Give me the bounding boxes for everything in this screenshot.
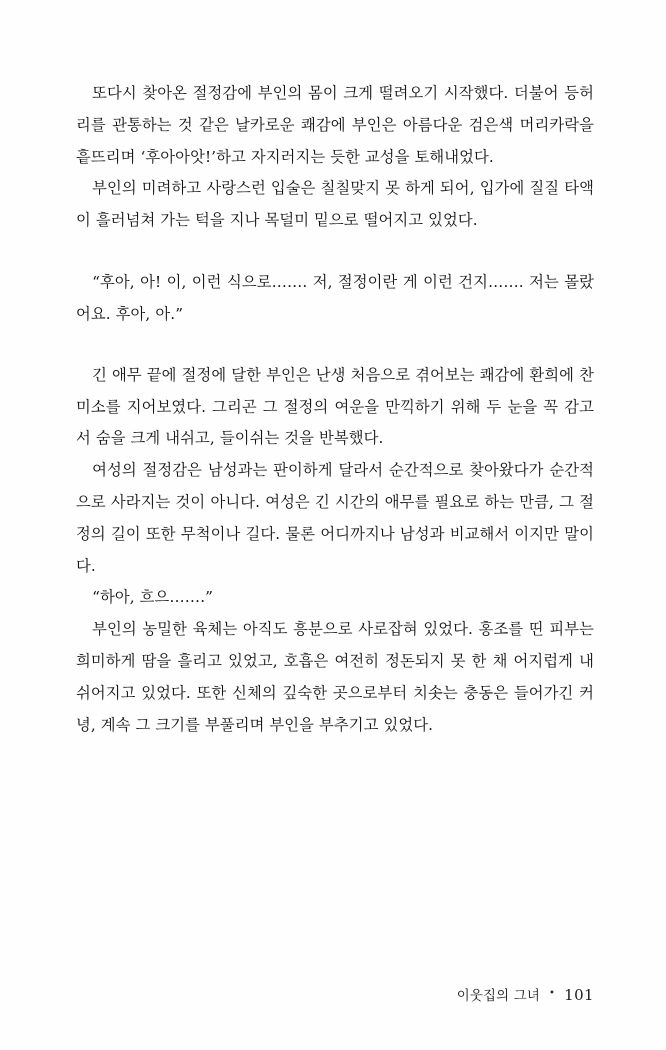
- paragraph-5: 여성의 절정감은 남성과는 판이하게 달라서 순간적으로 찾아왔다가 순간적으로 사라지는 것이 아니다. 여성은 긴 시간의 애무를 필요로 하는 만큼, 그 절정의 길이 또한 무척이나 길다. 물론 어디까지나 남성과 비교해서 이지만 말이다.: [76, 461, 594, 575]
- paragraph-7: 부인의 농밀한 육체는 아직도 흥분으로 사로잡혀 있었다. 홍조를 띤 피부는 희미하게 땀을 흘리고 있었고, 호흡은 여전히 정돈되지 못 한 채 어지럽게 내쉬어지고 있었다. 또한 신체의 깊숙한 곳으로부터 치솟는 충동은 들어가긴 커녕, 계속 그 크기를 부풀리며 부인을 부추기고 있었다.: [76, 620, 594, 734]
- paragraph-spacer-2: [76, 331, 594, 360]
- paragraph-6-dialogue: “하아, 흐으…….”: [92, 588, 214, 607]
- paragraph-3-dialogue: “후아, 아! 이, 이런 식으로……. 저, 절정이란 게 이런 건지……. 저는 몰랐어요. 후아, 아.”: [76, 273, 594, 323]
- page-body: [76, 78, 594, 741]
- footer-book-title: 이웃집의 그녀: [456, 989, 541, 1004]
- page-footer: [457, 985, 594, 1004]
- paragraph-4: 긴 애무 끝에 절정에 달한 부인은 난생 처음으로 겪어보는 쾌감에 환희에 찬 미소를 지어보였다. 그리곤 그 절정의 여운을 만끽하기 위해 두 눈을 꼭 감고서 숨을 크게 내쉬고, 들이쉬는 것을 반복했다.: [76, 365, 594, 448]
- paragraph-spacer-1: [76, 237, 594, 267]
- paragraph-1: 또다시 찾아온 절정감에 부인의 몸이 크게 떨려오기 시작했다. 더불어 등허리를 관통하는 것 같은 날카로운 쾌감에 부인은 아름다운 검은색 머리카락을 흩뜨리며 ‘후아아앗!’하고 자지러지는 듯한 교성을 토해내었다.: [76, 84, 594, 166]
- footer-page-number: 101: [564, 985, 594, 1004]
- paragraph-2: 부인의 미려하고 사랑스런 입술은 칠칠맞지 못 하게 되어, 입가에 질질 타액이 흘러넘쳐 가는 턱을 지나 목덜미 밑으로 떨어지고 있었다.: [76, 179, 594, 230]
- footer-separator-dot: •: [549, 987, 556, 999]
